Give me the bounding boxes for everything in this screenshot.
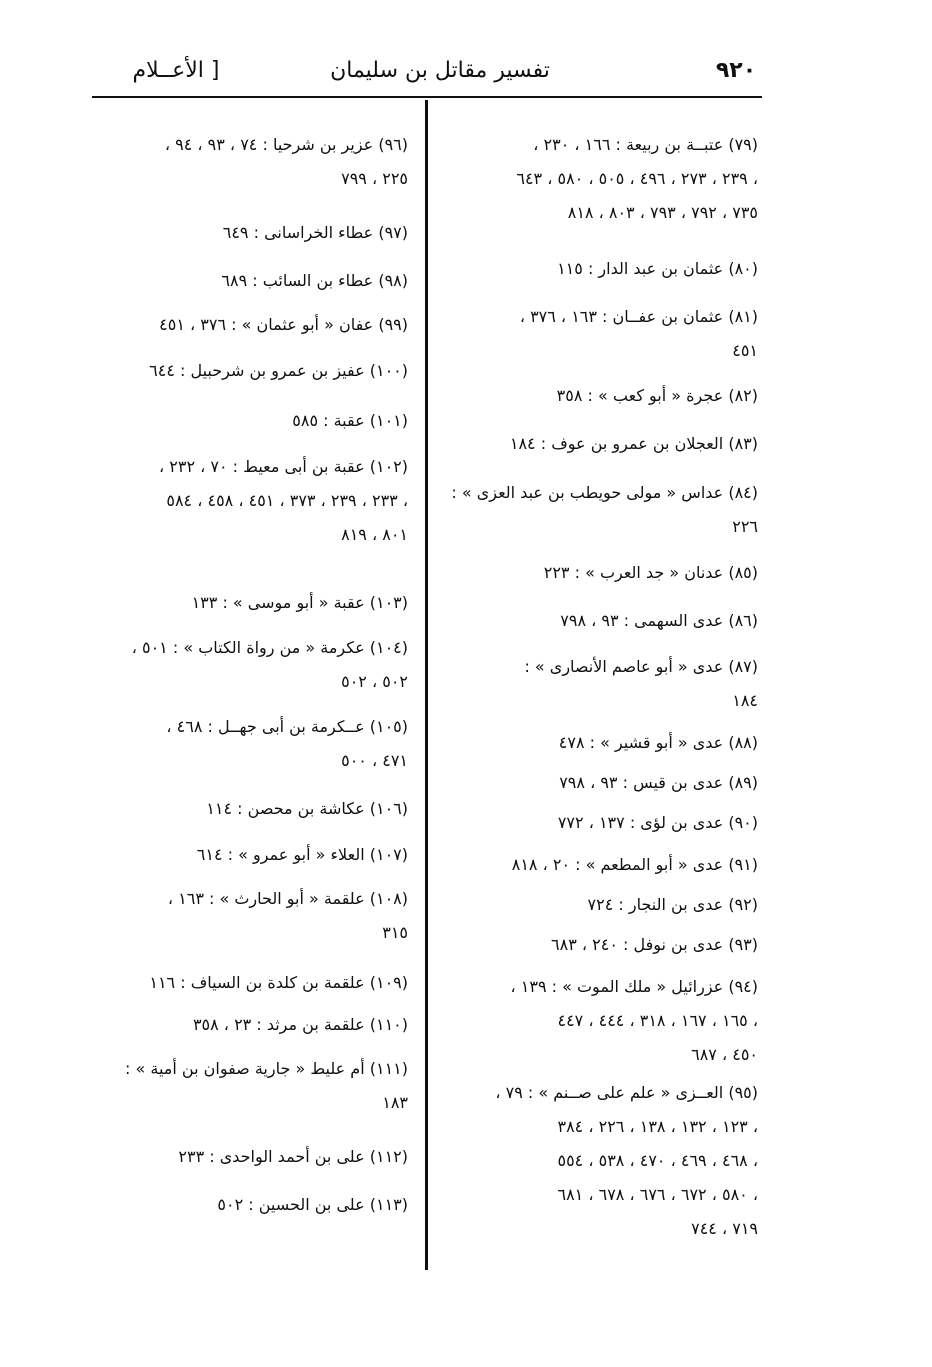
page-number: ٩٢٠ [715, 58, 757, 83]
index-entry: (٩٥) العــزى « علم على صــنم » : ٧٩ ، ١٢٣ ، ١٣٢ ، ١٣٨ ، ٢٢٦ ، ٣٨٤ ، ٤٦٨ ، ٤٦٩ ، ٤٧٠ ، ٥٣٨ ، ٥٥٤ ، ٥٨٠ ، ٦٧٢ ، ٦٧٦ ، ٦٧٨ ، ٦٨١ ، ٧١٩ ، ٧٤٤ [495, 1083, 758, 1238]
index-entry: (١١٠) علقمة بن مرثد : ٢٣ ، ٣٥٨ [192, 1015, 408, 1034]
index-entry: (٩٢) عدى بن النجار : ٧٢٤ [587, 895, 758, 914]
index-entry: (٩٧) عطاء الخراسانى : ٦٤٩ [222, 223, 408, 242]
index-entry: (١٠٠) عفيز بن عمرو بن شرحبيل : ٦٤٤ [149, 361, 408, 380]
index-entry: (٨١) عثمان بن عفــان : ١٦٣ ، ٣٧٦ ، ٤٥١ [519, 307, 758, 360]
index-entry: (١٠٦) عكاشة بن محصن : ١١٤ [206, 799, 408, 818]
index-entry: (١٠٥) عــكرمة بن أبى جهــل : ٤٦٨ ، ٤٧١ ، ٥٠٠ [166, 717, 408, 770]
index-entry: (١٠٩) علقمة بن كلدة بن السياف : ١١٦ [149, 973, 408, 992]
index-entry: (١٠١) عقبة : ٥٨٥ [292, 411, 408, 430]
index-entry: (٨٨) عدى « أبو قشير » : ٤٧٨ [558, 733, 758, 752]
index-entry: (٩٣) عدى بن نوفل : ٢٤٠ ، ٦٨٣ [551, 935, 758, 954]
index-entry: (٨٢) عجرة « أبو كعب » : ٣٥٨ [556, 386, 758, 405]
index-entry: (١١٢) على بن أحمد الواحدى : ٢٣٣ [178, 1147, 408, 1166]
index-entry: (٨٣) العجلان بن عمرو بن عوف : ١٨٤ [509, 434, 758, 453]
running-title: تفسير مقاتل بن سليمان [330, 58, 550, 83]
index-entry: (١٠٢) عقبة بن أبى معيط : ٧٠ ، ٢٣٢ ، ٢٣٣ ، ٢٣٩ ، ٣٧٣ ، ٤٥١ ، ٤٥٨ ، ٥٨٤ ، ٨٠١ ، ٨١٩ [159, 457, 408, 544]
index-entry: (١٠٧) العلاء « أبو عمرو » : ٦١٤ [196, 845, 408, 864]
header-rule [92, 96, 762, 98]
index-entry: (٩٦) عزير بن شرحيا : ٧٤ ، ٩٣ ، ٩٤ ، ٢٢٥ ، ٧٩٩ [164, 135, 408, 188]
index-entry: (٩٨) عطاء بن السائب : ٦٨٩ [221, 271, 408, 290]
index-entry: (٩٤) عزرائيل « ملك الموت » : ١٣٩ ، ١٦٥ ، ١٦٧ ، ٣١٨ ، ٤٤٤ ، ٤٤٧ ، ٤٥٠ ، ٦٨٧ [510, 977, 758, 1064]
index-entry: (١١٣) على بن الحسين : ٥٠٢ [217, 1195, 408, 1214]
index-entry: (٨٦) عدى السهمى : ٩٣ ، ٧٩٨ [560, 611, 758, 630]
index-entry: (٧٩) عتبــة بن ربيعة : ١٦٦ ، ٢٣٠ ، ٢٣٩ ، ٢٧٣ ، ٤٩٦ ، ٥٠٥ ، ٥٨٠ ، ٦٤٣ ، ٧٣٥ ، ٧٩٢ ، ٧٩٣ ، ٨٠٣ ، ٨١٨ [516, 135, 758, 222]
column-divider [425, 100, 428, 1270]
index-entry: (٩١) عدى « أبو المطعم » : ٢٠ ، ٨١٨ [511, 855, 758, 874]
index-entry: (١١١) أم عليط « جارية صفوان بن أمية » : ١٨٣ [125, 1059, 408, 1112]
index-entry: (٨٤) عداس « مولى حويطب بن عبد العزى » : ٢٢٦ [451, 483, 758, 536]
section-label: [ الأعــلام [132, 58, 220, 83]
index-entry: (٩٠) عدى بن لؤى : ١٣٧ ، ٧٧٢ [557, 813, 758, 832]
index-entry: (٩٩) عفان « أبو عثمان » : ٣٧٦ ، ٤٥١ [159, 315, 408, 334]
index-entry: (٨٥) عدنان « جد العرب » : ٢٢٣ [543, 563, 758, 582]
index-entry: (١٠٨) علقمة « أبو الحارث » : ١٦٣ ، ٣١٥ [167, 889, 408, 942]
index-entry: (٨٧) عدى « أبو عاصم الأنصارى » : ١٨٤ [524, 657, 758, 710]
index-entry: (٨٠) عثمان بن عبد الدار : ١١٥ [557, 259, 758, 278]
index-entry: (٨٩) عدى بن قيس : ٩٣ ، ٧٩٨ [559, 773, 758, 792]
index-entry: (١٠٤) عكرمة « من رواة الكتاب » : ٥٠١ ، ٥٠٢ ، ٥٠٢ [131, 638, 408, 691]
index-entry: (١٠٣) عقبة « أبو موسى » : ١٣٣ [191, 593, 408, 612]
